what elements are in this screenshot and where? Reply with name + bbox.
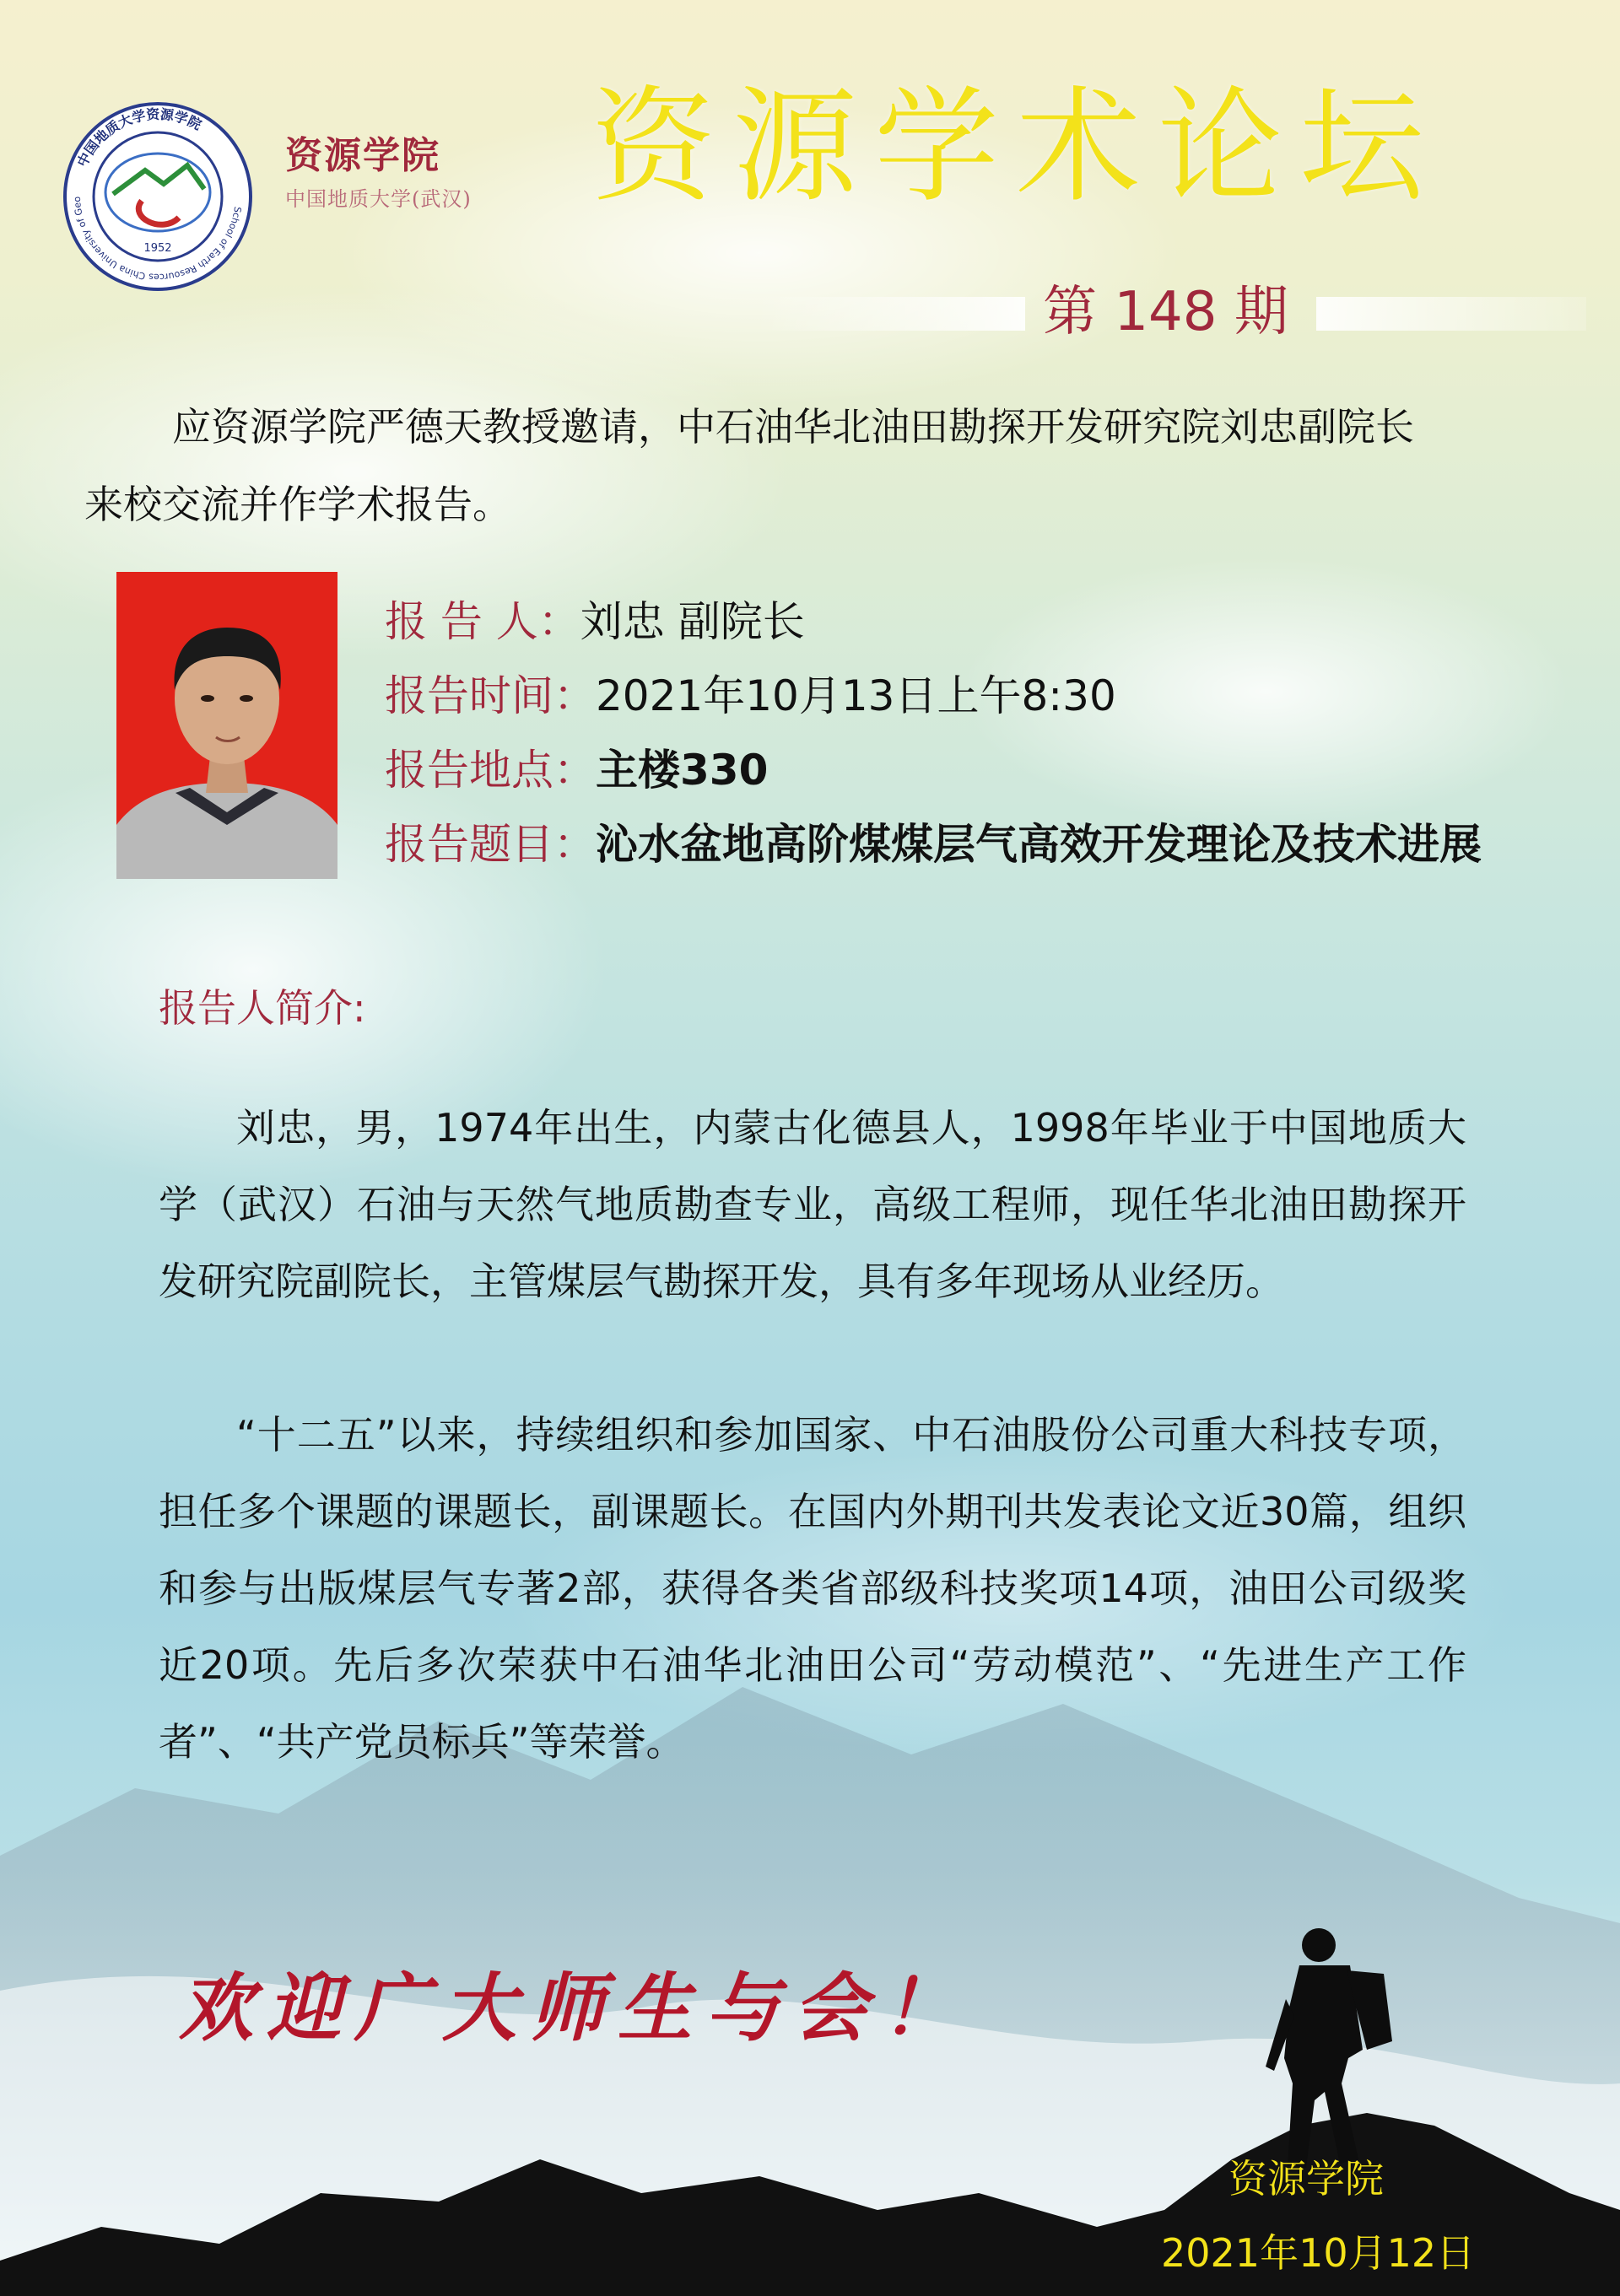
speaker-portrait-icon	[116, 572, 338, 879]
intro-text	[84, 388, 1569, 543]
bio-paragraph-1-text: 刘忠，男，1974年出生，内蒙古化德县人，1998年毕业于中国地质大学（武汉）石油与天然气地质勘查专业，高级工程师，现任华北油田勘探开发研究院副院长，主管煤层气勘探开发，具有多年现场从业经历。	[159, 1105, 1466, 1304]
page-title: 资源学术论坛	[591, 74, 1441, 219]
place-label: 报告地点：	[385, 746, 596, 795]
bio-paragraph-1	[159, 1090, 1466, 1320]
topic-value: 沁水盆地高阶煤煤层气高效开发理论及技术进展	[596, 820, 1482, 869]
place-row	[385, 746, 1583, 795]
time-value: 2021年10月13日上午8:30	[596, 671, 1116, 720]
speaker-label: 报 告 人：	[385, 597, 580, 646]
institute-subtitle: 中国地质大学(武汉)	[285, 187, 472, 211]
bio-paragraph-2	[159, 1397, 1466, 1781]
logo-ring-text: 中国地质大学资源学院	[73, 105, 204, 170]
welcome-slogan: 欢迎广大师生与会！	[179, 1964, 969, 2051]
time-row	[385, 671, 1583, 720]
speaker-row	[385, 597, 1583, 646]
time-label: 报告时间：	[385, 671, 596, 720]
issue-number: 第 148 期	[1043, 281, 1288, 343]
logo-ring-text-en: School of Earth Resources China University of Geo	[71, 196, 244, 283]
signature-date: 2021年10月12日	[1161, 2230, 1476, 2276]
speaker-value: 刘忠 副院长	[580, 597, 805, 646]
place-value: 主楼330	[596, 746, 769, 795]
signature-org: 资源学院	[1228, 2156, 1384, 2202]
intro-line-2: 来校交流并作学术报告。	[84, 482, 511, 527]
institute-name: 资源学院	[285, 134, 440, 177]
intro-line-1: 应资源学院严德天教授邀请，中石油华北油田勘探开发研究院刘忠副院长	[172, 404, 1414, 450]
bio-paragraph-2-text: “十二五”以来，持续组织和参加国家、中石油股份公司重大科技专项，担任多个课题的课题长，副课题长。在国内外期刊共发表论文近30篇，组织和参与出版煤层气专著2部，获得各类省部级科技奖项14项，油田公司级奖近20项。先后多次荣获中石油华北油田公司“劳动模范”、“先进生产工作者”、“共产党员标兵”等荣誉。	[159, 1412, 1466, 1765]
topic-label: 报告题目：	[385, 820, 596, 869]
logo-year: 1952	[143, 242, 172, 255]
university-seal-icon	[61, 100, 255, 294]
bio-heading: 报告人简介:	[159, 985, 366, 1031]
issue-bar-right	[1316, 297, 1586, 331]
issue-bar-left	[755, 297, 1025, 331]
topic-row	[385, 820, 1583, 869]
